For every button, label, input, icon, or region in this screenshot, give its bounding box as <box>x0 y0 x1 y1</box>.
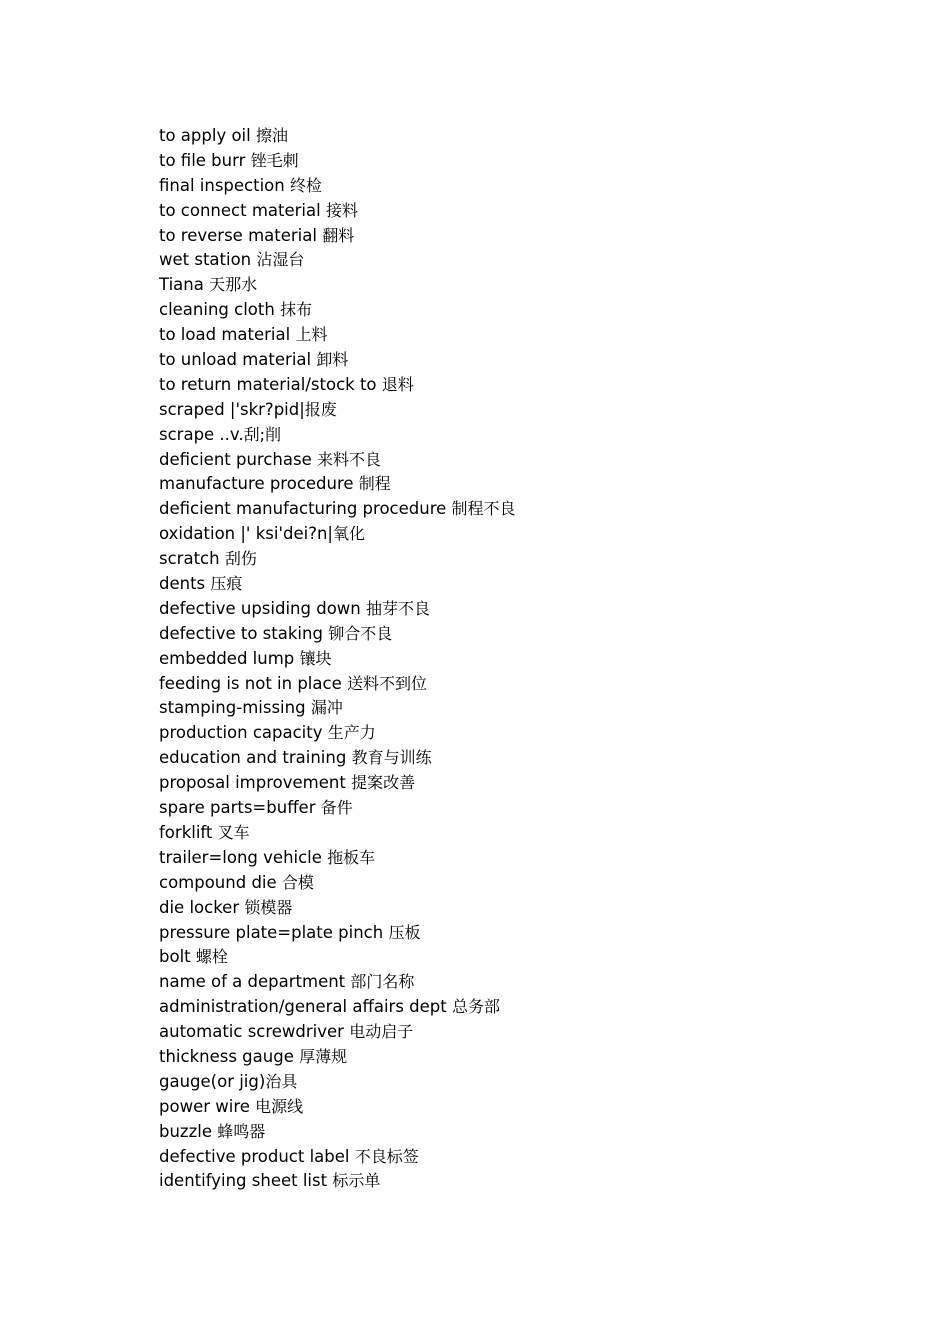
glossary-term-chinese: 蜂鸣器 <box>217 1121 266 1141</box>
glossary-term-english: production capacity <box>159 723 328 743</box>
glossary-term-english: administration/general affairs dept <box>159 997 452 1017</box>
glossary-term-english: to connect material <box>159 200 326 220</box>
glossary-entry <box>159 970 516 995</box>
glossary-term-chinese: 退料 <box>381 374 414 394</box>
glossary-term-english: stamping-missing <box>159 698 311 718</box>
glossary-entry <box>159 846 516 871</box>
glossary-term-english: deficient manufacturing procedure <box>159 499 452 519</box>
glossary-term-chinese: 备件 <box>320 798 353 818</box>
glossary-term-english: final inspection <box>159 175 290 195</box>
glossary-entry <box>159 1120 516 1145</box>
glossary-entry <box>159 771 516 796</box>
glossary-entry <box>159 1045 516 1070</box>
glossary-entry <box>159 721 516 746</box>
glossary-term-english: to file burr <box>159 150 251 170</box>
glossary-term-english: cleaning cloth <box>159 300 281 320</box>
glossary-term-english: gauge(or jig) <box>159 1071 266 1091</box>
glossary-term-chinese: 压痕 <box>210 574 243 594</box>
glossary-term-chinese: 来料不良 <box>316 449 381 469</box>
glossary-term-chinese: 卸料 <box>316 350 349 370</box>
glossary-term-english: power wire <box>159 1096 256 1116</box>
glossary-term-chinese: 铆合不良 <box>328 623 393 643</box>
glossary-term-english: defective upsiding down <box>159 598 366 618</box>
glossary-term-english: scraped |'skr?pid| <box>159 399 305 419</box>
glossary-entry <box>159 871 516 896</box>
glossary-term-chinese: 总务部 <box>451 997 500 1017</box>
glossary-term-chinese: 电动启子 <box>349 1022 414 1042</box>
glossary-term-english: dents <box>159 574 211 594</box>
glossary-term-english: defective to staking <box>159 623 329 643</box>
glossary-term-chinese: 抽芽不良 <box>365 598 430 618</box>
glossary-entry <box>159 945 516 970</box>
glossary-term-english: spare parts=buffer <box>159 798 321 818</box>
glossary-entry <box>159 298 516 323</box>
glossary-term-chinese: 报废 <box>304 399 337 419</box>
glossary-term-chinese: 翻料 <box>322 225 355 245</box>
glossary-entry <box>159 373 516 398</box>
glossary-term-english: die locker <box>159 897 245 917</box>
glossary-term-chinese: 拖板车 <box>327 847 376 867</box>
glossary-term-chinese: 接料 <box>325 200 358 220</box>
glossary-entry <box>159 572 516 597</box>
glossary-entry <box>159 746 516 771</box>
glossary-term-english: proposal improvement <box>159 773 352 793</box>
glossary-term-english: scratch <box>159 549 225 569</box>
glossary-term-chinese: 电源线 <box>255 1096 304 1116</box>
glossary-term-english: to unload material <box>159 350 317 370</box>
glossary-entry <box>159 1095 516 1120</box>
glossary-entry <box>159 174 516 199</box>
glossary-entry <box>159 821 516 846</box>
glossary-term-english: compound die <box>159 872 282 892</box>
glossary-term-chinese: 叉车 <box>217 822 250 842</box>
glossary-term-english: buzzle <box>159 1121 218 1141</box>
glossary-term-english: education and training <box>159 748 352 768</box>
glossary-term-chinese: 上料 <box>295 325 328 345</box>
glossary-term-english: scrape ..v. <box>159 424 244 444</box>
glossary-entry <box>159 672 516 697</box>
glossary-entry <box>159 522 516 547</box>
glossary-entry <box>159 696 516 721</box>
glossary-term-english: to apply oil <box>159 126 256 145</box>
glossary-term-english: Tiana <box>159 275 210 295</box>
glossary-term-chinese: 不良标签 <box>354 1146 419 1166</box>
glossary-entry <box>159 622 516 647</box>
glossary-term-chinese: 氧化 <box>332 524 365 544</box>
glossary-term-english: identifying sheet list <box>159 1171 333 1191</box>
glossary-entry <box>159 149 516 174</box>
glossary-term-english: bolt <box>159 947 196 967</box>
glossary-term-chinese: 天那水 <box>209 275 258 295</box>
glossary-entry <box>159 995 516 1020</box>
glossary-term-english: to load material <box>159 325 296 345</box>
glossary-term-chinese: 厚薄规 <box>299 1046 348 1066</box>
glossary-entry <box>159 398 516 423</box>
glossary-term-chinese: 制程 <box>358 474 391 494</box>
glossary-term-english: automatic screwdriver <box>159 1022 350 1042</box>
glossary-term-chinese: 终检 <box>289 175 322 195</box>
glossary-term-chinese: 螺栓 <box>195 947 228 967</box>
glossary-list <box>159 124 516 1194</box>
glossary-entry <box>159 497 516 522</box>
glossary-entry <box>159 1169 516 1194</box>
glossary-term-english: to return material/stock to <box>159 374 382 394</box>
glossary-term-english: manufacture procedure <box>159 474 359 494</box>
glossary-term-chinese: 压板 <box>388 922 421 942</box>
glossary-entry <box>159 248 516 273</box>
glossary-term-chinese: 抹布 <box>280 300 313 320</box>
glossary-term-english: feeding is not in place <box>159 673 347 693</box>
glossary-term-chinese: 刮伤 <box>224 549 257 569</box>
glossary-entry <box>159 597 516 622</box>
glossary-term-chinese: 锁模器 <box>244 897 293 917</box>
glossary-term-chinese: 教育与训练 <box>351 748 432 768</box>
glossary-entry <box>159 348 516 373</box>
glossary-term-chinese: 镶块 <box>299 648 332 668</box>
glossary-entry <box>159 323 516 348</box>
glossary-entry <box>159 472 516 497</box>
glossary-term-english: wet station <box>159 250 257 270</box>
glossary-entry <box>159 423 516 448</box>
glossary-term-english: pressure plate=plate pinch <box>159 922 389 942</box>
glossary-term-english: to reverse material <box>159 225 323 245</box>
glossary-entry <box>159 1145 516 1170</box>
glossary-term-chinese: 治具 <box>265 1071 298 1091</box>
glossary-term-chinese: 擦油 <box>255 126 288 145</box>
glossary-term-chinese: 制程不良 <box>451 499 516 519</box>
glossary-entry <box>159 124 516 149</box>
glossary-entry <box>159 1020 516 1045</box>
glossary-entry <box>159 199 516 224</box>
glossary-term-chinese: 锉毛刺 <box>250 150 299 170</box>
glossary-entry <box>159 921 516 946</box>
glossary-term-chinese: 沾湿台 <box>256 250 305 270</box>
glossary-term-chinese: 送料不到位 <box>346 673 427 693</box>
glossary-term-english: forklift <box>159 822 218 842</box>
glossary-term-chinese: 部门名称 <box>350 972 415 992</box>
glossary-term-english: defective product label <box>159 1146 355 1166</box>
glossary-term-english: thickness gauge <box>159 1046 300 1066</box>
glossary-term-chinese: 生产力 <box>327 723 376 743</box>
glossary-term-chinese: 提案改善 <box>351 773 416 793</box>
glossary-entry <box>159 896 516 921</box>
glossary-term-english: trailer=long vehicle <box>159 847 328 867</box>
glossary-term-chinese: 刮;削 <box>243 424 282 444</box>
glossary-term-chinese: 合模 <box>281 872 314 892</box>
glossary-entry <box>159 273 516 298</box>
glossary-entry <box>159 647 516 672</box>
glossary-entry <box>159 1070 516 1095</box>
glossary-entry <box>159 547 516 572</box>
glossary-term-english: name of a department <box>159 972 351 992</box>
glossary-entry <box>159 224 516 249</box>
glossary-term-chinese: 漏冲 <box>310 698 343 718</box>
glossary-entry <box>159 448 516 473</box>
glossary-entry <box>159 796 516 821</box>
glossary-term-english: embedded lump <box>159 648 300 668</box>
glossary-term-english: deficient purchase <box>159 449 317 469</box>
glossary-term-chinese: 标示单 <box>332 1171 381 1191</box>
glossary-term-english: oxidation |' ksi'dei?n| <box>159 524 333 544</box>
